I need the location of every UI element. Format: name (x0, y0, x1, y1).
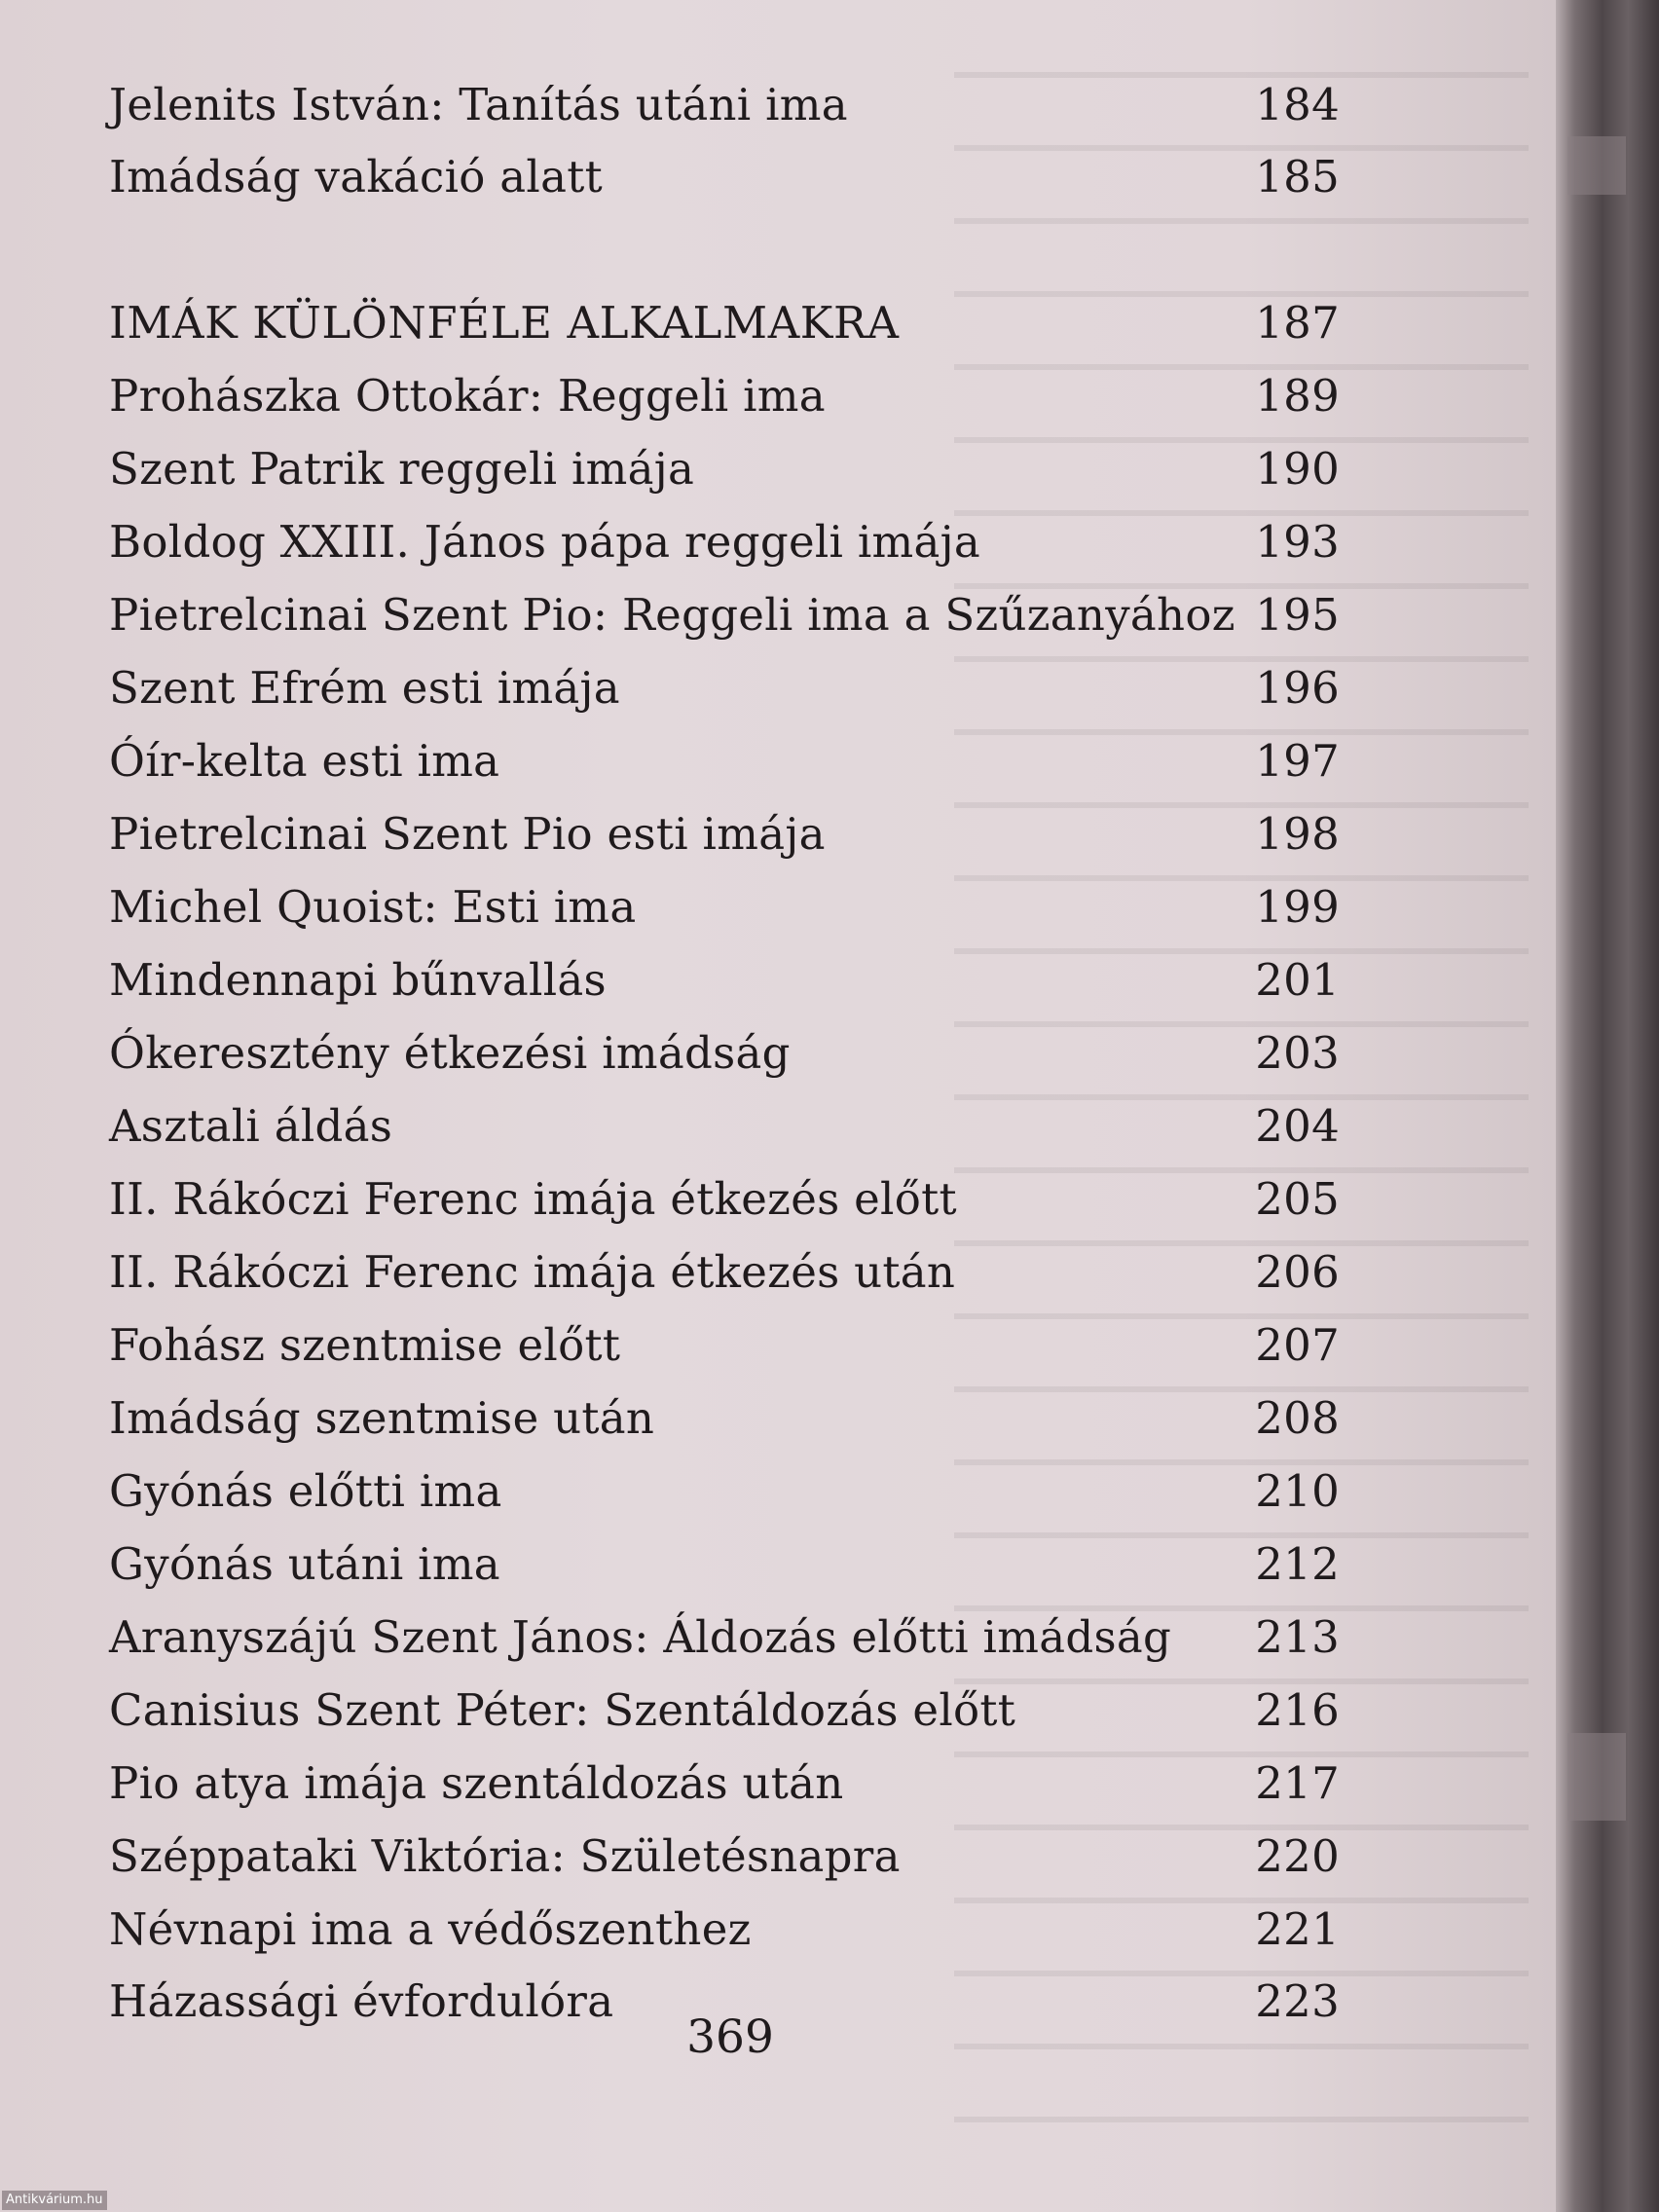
toc-entry (109, 1095, 1340, 1158)
toc-entry (109, 1022, 1340, 1085)
toc-entry (109, 803, 1340, 866)
toc-entry-title: Pietrelcinai Szent Pio esti imája (109, 808, 826, 860)
toc-entry-page: 193 (1255, 516, 1340, 568)
toc-entry (109, 365, 1340, 427)
toc-entry-page: 189 (1255, 370, 1340, 422)
toc-entry (109, 1168, 1340, 1231)
toc-entry-title: Gyónás utáni ima (109, 1538, 500, 1590)
toc-entry-title: Prohászka Ottokár: Reggeli ima (109, 370, 826, 422)
toc-entry-title: Mindennapi bűnvallás (109, 954, 607, 1006)
toc-entry-title: Boldog XXIII. János pápa reggeli imája (109, 516, 981, 568)
toc-entry-title: Gyónás előtti ima (109, 1465, 502, 1517)
toc-entry (109, 584, 1340, 646)
toc-entry-title: Széppataki Viktória: Születésnapra (109, 1830, 901, 1882)
toc-entry-page: 201 (1255, 954, 1340, 1006)
spine-texture (1567, 1733, 1626, 1821)
toc-entry (109, 730, 1340, 793)
toc-entry (109, 1314, 1340, 1377)
toc-entry-page: 207 (1255, 1319, 1340, 1371)
toc-entry-title: Jelenits István: Tanítás utáni ima (109, 79, 848, 130)
toc-entry-page: 220 (1255, 1830, 1340, 1882)
toc-entry-page: 210 (1255, 1465, 1340, 1517)
toc-entry-page: 221 (1255, 1903, 1340, 1955)
toc-entry-page: 223 (1255, 1975, 1340, 2027)
toc-entry-title: II. Rákóczi Ferenc imája étkezés után (109, 1246, 956, 1298)
toc-entry-page: 203 (1255, 1027, 1340, 1079)
toc-entry-page: 190 (1255, 443, 1340, 495)
toc-entry-title: Szent Efrém esti imája (109, 662, 620, 714)
toc-entry (109, 876, 1340, 939)
toc-entry-title: Aranyszájú Szent János: Áldozás előtti imádság (109, 1611, 1172, 1663)
toc-entry-page: 195 (1255, 589, 1340, 641)
toc-section-title: IMÁK KÜLÖNFÉLE ALKALMAKRA (109, 297, 900, 349)
toc-entry-title: Pio atya imája szentáldozás után (109, 1757, 844, 1809)
toc-entry-page: 185 (1255, 151, 1340, 203)
toc-entry-page: 216 (1255, 1684, 1340, 1736)
toc-entry-page: 197 (1255, 735, 1340, 787)
toc-entry (109, 1679, 1340, 1742)
toc-entry-title: Fohász szentmise előtt (109, 1319, 621, 1371)
toc-entry (109, 1460, 1340, 1523)
toc-entry-page: 196 (1255, 662, 1340, 714)
toc-entry-title: Házassági évfordulóra (109, 1975, 614, 2027)
page-number: 369 (686, 2010, 774, 2064)
toc-entry-page: 187 (1255, 297, 1340, 349)
toc-entry (109, 511, 1340, 573)
toc-entry (109, 1752, 1340, 1815)
toc-entry-page: 199 (1255, 881, 1340, 933)
book-spine-edge (1556, 0, 1659, 2212)
toc-entry-title: Asztali áldás (109, 1100, 393, 1152)
toc-entry-title: Imádság vakáció alatt (109, 151, 603, 203)
toc-entry-title: Michel Quoist: Esti ima (109, 881, 637, 933)
toc-entry (109, 1387, 1340, 1450)
toc-entry (109, 438, 1340, 500)
toc-entry-page: 184 (1255, 79, 1340, 130)
toc-entry (109, 1825, 1340, 1888)
toc-entry-title: II. Rákóczi Ferenc imája étkezés előtt (109, 1173, 957, 1225)
toc-entry-title: Névnapi ima a védőszenthez (109, 1903, 752, 1955)
spine-texture (1567, 136, 1626, 195)
toc-entry-page: 204 (1255, 1100, 1340, 1152)
toc-entry-title: Óír-kelta esti ima (109, 735, 500, 787)
toc-entry (109, 1899, 1340, 1961)
watermark: Antikvárium.hu (2, 2191, 107, 2210)
toc-entry-page: 198 (1255, 808, 1340, 860)
toc-entry-title: Imádság szentmise után (109, 1392, 655, 1444)
toc-entry-page: 208 (1255, 1392, 1340, 1444)
toc-entry-page: 213 (1255, 1611, 1340, 1663)
toc-entry-page: 206 (1255, 1246, 1340, 1298)
toc-section-heading (109, 292, 1340, 354)
toc-entry (109, 949, 1340, 1012)
toc-entry-title: Szent Patrik reggeli imája (109, 443, 695, 495)
toc-entry (109, 146, 1340, 208)
toc-entry (109, 74, 1340, 136)
toc-entry (109, 1533, 1340, 1596)
toc-entry (109, 1606, 1340, 1669)
toc-entry-page: 212 (1255, 1538, 1340, 1590)
toc-entry-page: 217 (1255, 1757, 1340, 1809)
toc-entry-title: Pietrelcinai Szent Pio: Reggeli ima a Szűzanyához (109, 589, 1235, 641)
toc-entry-page: 205 (1255, 1173, 1340, 1225)
toc-entry (109, 1241, 1340, 1304)
toc-entry-title: Canisius Szent Péter: Szentáldozás előtt (109, 1684, 1016, 1736)
toc-entry (109, 657, 1340, 719)
toc-entry-title: Ókeresztény étkezési imádság (109, 1027, 791, 1079)
